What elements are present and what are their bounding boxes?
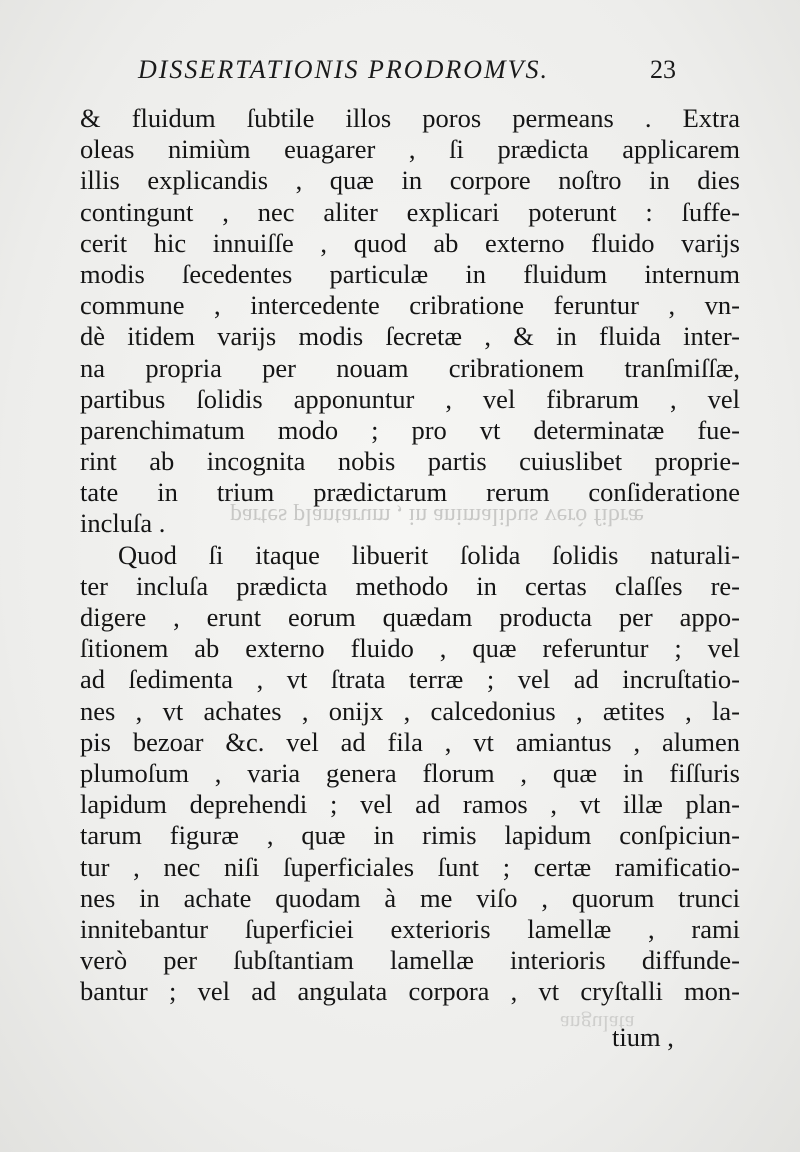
page-number: 23 — [650, 55, 676, 84]
text-line: commune , intercedente cribratione feruntur , vn- — [80, 290, 740, 321]
text-line: na propria per nouam cribrationem tranſmiſſæ, — [80, 352, 740, 383]
text-line: tarum figuræ , quæ in rimis lapidum conſpiciun- — [80, 820, 740, 851]
text-line: innitebantur ſuperficiei exterioris lamellæ , rami — [80, 913, 740, 944]
catchword: tium , — [612, 1022, 674, 1052]
text-line: modis ſecedentes particulæ in fluidum internum — [80, 258, 740, 289]
text-line: contingunt , nec aliter explicari poterunt : ſuffe- — [80, 196, 740, 227]
text-line: ter incluſa prædicta methodo in certas claſſes re- — [80, 570, 740, 601]
text-line: ſitionem ab externo fluido , quæ referuntur ; vel — [80, 633, 740, 664]
text-line: verò per ſubſtantiam lamellæ interioris diffunde- — [80, 945, 740, 976]
text-line: plumoſum , varia genera florum , quæ in fiſſuris — [80, 757, 740, 788]
text-line: tate in trium prædictarum rerum conſideratione — [80, 477, 740, 508]
text-line: cerit hic innuiſſe , quod ab externo fluido varijs — [80, 227, 740, 258]
running-title: DISSERTATIONIS PRODROMVS. — [138, 55, 550, 84]
text-line: Quod ſi itaque libuerit ſolida ſolidis naturali- — [118, 539, 740, 570]
show-through-text: angulata — [560, 1011, 635, 1036]
text-line: lapidum deprehendi ; vel ad ramos , vt illæ plan- — [80, 789, 740, 820]
text-line: nes , vt achates , onijx , calcedonius , ætites , la- — [80, 695, 740, 726]
body-text — [80, 103, 740, 1007]
text-line: digere , erunt eorum quædam producta per appo- — [80, 602, 740, 632]
show-through-text: partes plantarum , in animalibus verò fibræ — [230, 503, 644, 529]
text-line: oleas nimiùm euagarer , ſi prædicta applicarem — [80, 134, 740, 165]
text-line: & fluidum ſubtile illos poros permeans . Extra — [80, 103, 740, 133]
text-line: illis explicandis , quæ in corpore noſtro in dies — [80, 165, 740, 196]
page-header — [0, 55, 800, 95]
text-line: bantur ; vel ad angulata corpora , vt cryſtalli mon- — [80, 976, 740, 1007]
text-line: rint ab incognita nobis partis cuiuslibet proprie- — [80, 446, 740, 477]
text-line: partibus ſolidis apponuntur , vel fibrarum , vel — [80, 383, 740, 414]
text-line: tur , nec niſi ſuperficiales ſunt ; certæ ramificatio- — [80, 851, 740, 882]
text-line: nes in achate quodam à me viſo , quorum trunci — [80, 882, 740, 913]
text-line: parenchimatum modo ; pro vt determinatæ fue- — [80, 414, 740, 445]
text-line: pis bezoar &c. vel ad fila , vt amiantus , alumen — [80, 726, 740, 757]
text-line: dè itidem varijs modis ſecretæ , & in fluida inter- — [80, 321, 740, 352]
text-line: ad ſedimenta , vt ſtrata terræ ; vel ad incruſtatio- — [80, 664, 740, 695]
text-line: incluſa . — [80, 508, 166, 539]
